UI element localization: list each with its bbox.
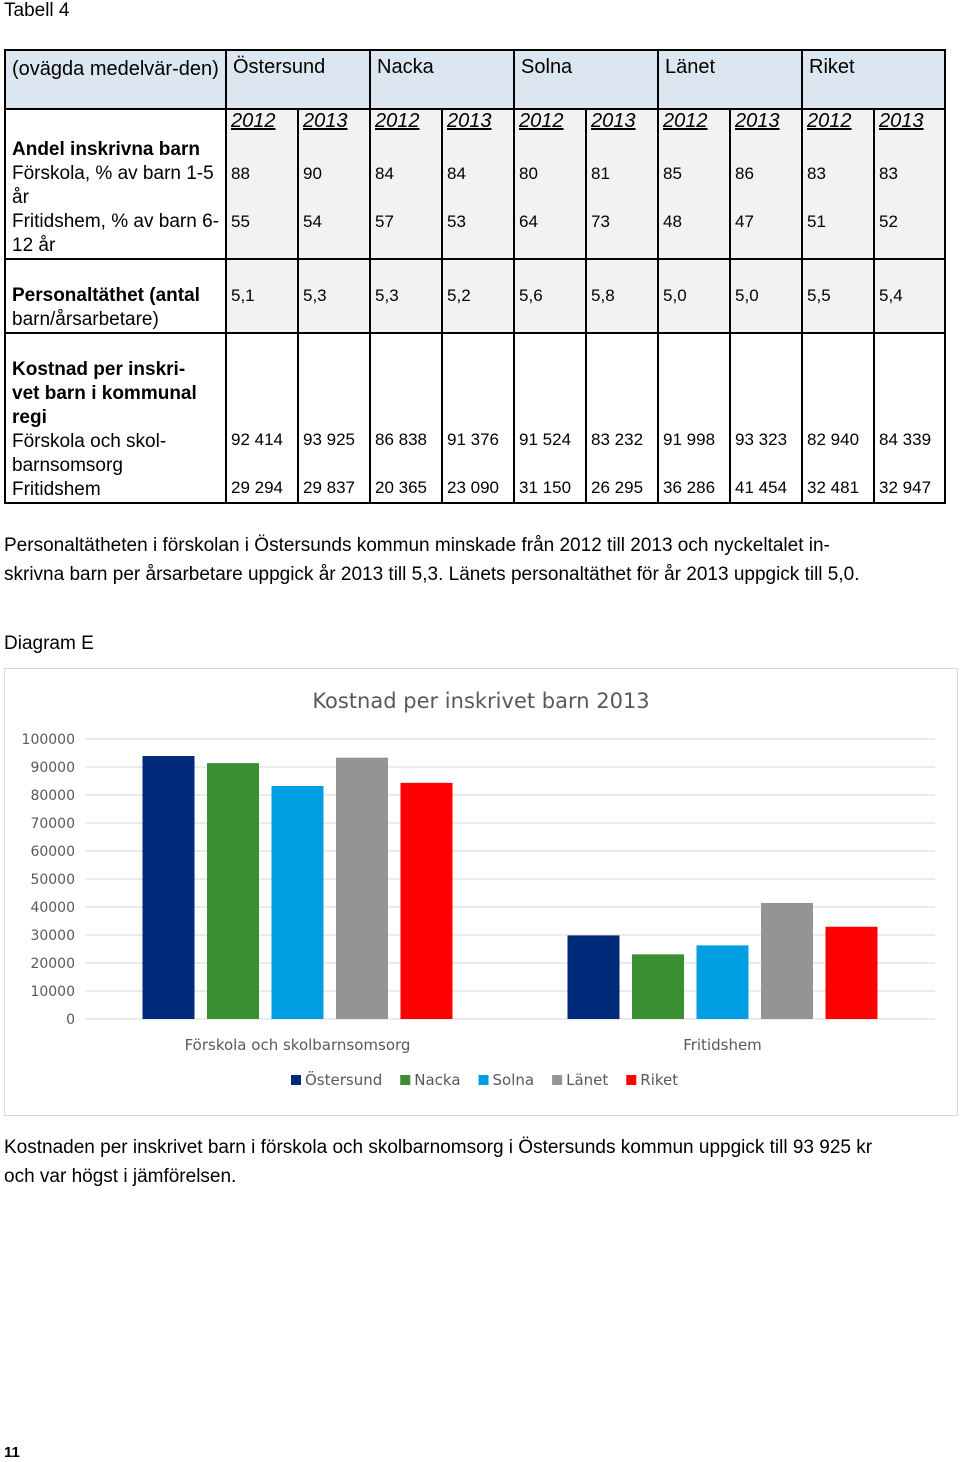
cell-value: 84	[447, 164, 466, 183]
row-label: Fritidshem	[12, 479, 101, 500]
row-label: Fritidshem, % av barn 6-12 år	[12, 211, 219, 256]
paragraph-kostnad	[4, 1133, 954, 1191]
chart-container	[4, 668, 958, 1116]
cell-value: 48	[663, 212, 682, 231]
cell-value: 5,0	[663, 286, 687, 305]
value-cell	[586, 333, 658, 503]
year-label: 2012	[519, 110, 564, 132]
section-personaltathet-row	[5, 259, 945, 333]
cell-value: 29 294	[231, 478, 283, 497]
value-cell	[874, 333, 945, 503]
cell-value: 5,1	[231, 286, 255, 305]
value-cell	[226, 333, 298, 503]
y-tick-label: 50000	[30, 872, 75, 888]
value-cell	[730, 333, 802, 503]
cell-value: 31 150	[519, 478, 572, 497]
value-cell	[658, 109, 730, 259]
year-label: 2013	[303, 110, 348, 132]
region-header	[370, 50, 514, 109]
paragraph-line: Kostnaden per inskrivet barn i förskola och skolbarnomsorg i Östersunds kommun uppgick till 93 925 kr	[4, 1137, 873, 1158]
cell-value: 83 232	[591, 430, 644, 449]
region-header-row	[5, 50, 945, 109]
value-cell	[442, 333, 514, 503]
value-cell	[370, 333, 442, 503]
legend-swatch	[291, 1075, 301, 1085]
y-tick-label: 0	[66, 1012, 75, 1028]
cell-value: 5,2	[447, 286, 471, 305]
region-header	[226, 50, 370, 109]
paragraph-personaltathet	[4, 531, 954, 589]
value-cell	[226, 259, 298, 333]
legend-label: Nacka	[414, 1071, 461, 1089]
bar	[272, 786, 324, 1019]
legend-swatch	[400, 1075, 410, 1085]
row-label: Förskola och skol-barnsomsorg	[12, 431, 167, 476]
cell-value: 36 286	[663, 478, 716, 497]
cell-value: 32 481	[807, 478, 860, 497]
value-cell	[298, 109, 370, 259]
cell-value: 55	[231, 212, 250, 231]
value-cell	[298, 333, 370, 503]
value-cell	[802, 109, 874, 259]
cell-value: 5,4	[879, 286, 903, 305]
cell-value: 64	[519, 212, 538, 231]
kostnad-label-cell	[5, 333, 226, 503]
data-table	[4, 49, 946, 504]
region-label: Nacka	[377, 56, 434, 78]
cell-value: 5,3	[303, 286, 327, 305]
cell-value: 5,3	[375, 286, 399, 305]
section-kostnad-row	[5, 333, 945, 503]
cell-value: 52	[879, 212, 898, 231]
cell-value: 81	[591, 164, 610, 183]
bar	[761, 903, 813, 1019]
year-label: 2013	[735, 110, 780, 132]
x-category-label: Fritidshem	[683, 1036, 762, 1054]
cell-value: 93 323	[735, 430, 788, 449]
cell-value: 32 947	[879, 478, 932, 497]
year-label: 2013	[879, 110, 924, 132]
cell-value: 5,5	[807, 286, 831, 305]
cell-value: 26 295	[591, 478, 644, 497]
y-tick-label: 90000	[30, 760, 75, 776]
cell-value: 23 090	[447, 478, 500, 497]
value-cell	[730, 109, 802, 259]
legend-label: Solna	[492, 1071, 535, 1089]
paragraph-line: skrivna barn per årsarbetare uppgick år 2013 till 5,3. Länets personaltäthet för år 2013 uppgick till 5,0.	[4, 564, 860, 585]
page-number: 11	[4, 1444, 20, 1461]
cell-value: 82 940	[807, 430, 860, 449]
value-cell	[658, 259, 730, 333]
value-cell	[586, 109, 658, 259]
cell-value: 20 365	[375, 478, 428, 497]
cell-value: 51	[807, 212, 826, 231]
cell-value: 5,6	[519, 286, 543, 305]
cell-value: 83	[879, 164, 898, 183]
cell-value: 83	[807, 164, 826, 183]
table-caption: Tabell 4	[4, 0, 70, 21]
corner-label: (ovägda medelvär-den)	[12, 58, 219, 80]
bar	[697, 945, 749, 1019]
bar	[143, 756, 195, 1019]
value-cell	[514, 109, 586, 259]
y-tick-label: 70000	[30, 816, 75, 832]
value-cell	[802, 259, 874, 333]
cell-value: 54	[303, 212, 322, 231]
legend-label: Länet	[566, 1071, 609, 1089]
value-cell	[514, 259, 586, 333]
region-label: Östersund	[233, 56, 326, 78]
cell-value: 84 339	[879, 430, 932, 449]
year-label: 2013	[591, 110, 636, 132]
andel-label-cell	[5, 109, 226, 259]
y-tick-label: 10000	[30, 984, 75, 1000]
y-tick-label: 20000	[30, 956, 75, 972]
cell-value: 86	[735, 164, 754, 183]
chart-title: Kostnad per inskrivet barn 2013	[312, 689, 650, 713]
value-cell	[442, 109, 514, 259]
y-tick-label: 30000	[30, 928, 75, 944]
value-cell	[658, 333, 730, 503]
bar	[632, 954, 684, 1019]
value-cell	[298, 259, 370, 333]
cell-value: 91 376	[447, 430, 500, 449]
paragraph-line: och var högst i jämförelsen.	[4, 1166, 237, 1187]
corner-cell	[5, 50, 226, 109]
value-cell	[730, 259, 802, 333]
legend-swatch	[479, 1075, 489, 1085]
value-cell	[370, 109, 442, 259]
y-tick-label: 60000	[30, 844, 75, 860]
cell-value: 84	[375, 164, 394, 183]
bar-chart	[5, 669, 957, 1115]
value-cell	[874, 109, 945, 259]
y-tick-label: 100000	[21, 732, 75, 748]
legend-swatch	[626, 1075, 636, 1085]
section-heading: Andel inskrivna barn	[12, 139, 200, 160]
cell-value: 90	[303, 164, 322, 183]
value-cell	[514, 333, 586, 503]
year-label: 2013	[447, 110, 492, 132]
cell-value: 91 524	[519, 430, 572, 449]
year-label: 2012	[807, 110, 852, 132]
bar	[826, 927, 878, 1019]
year-label: 2012	[375, 110, 420, 132]
region-label: Solna	[521, 56, 573, 78]
legend-label: Östersund	[305, 1071, 383, 1089]
row-label: Förskola, % av barn 1-5 år	[12, 163, 214, 208]
cell-value: 88	[231, 164, 250, 183]
section-andel-row	[5, 109, 945, 259]
y-tick-label: 40000	[30, 900, 75, 916]
paragraph-line: Personaltätheten i förskolan i Östersunds kommun minskade från 2012 till 2013 och nyckeltalet in-	[4, 535, 830, 556]
bar	[207, 763, 259, 1019]
cell-value: 5,8	[591, 286, 615, 305]
region-header	[658, 50, 802, 109]
section-heading-rest: barn/årsarbetare)	[12, 309, 159, 330]
section-heading: Kostnad per inskri-vet barn i kommunal regi	[12, 359, 197, 428]
region-header	[802, 50, 945, 109]
value-cell	[586, 259, 658, 333]
value-cell	[370, 259, 442, 333]
value-cell	[442, 259, 514, 333]
cell-value: 57	[375, 212, 394, 231]
diagram-caption: Diagram E	[4, 633, 94, 654]
cell-value: 93 925	[303, 430, 355, 449]
cell-value: 53	[447, 212, 466, 231]
region-label: Riket	[809, 56, 855, 78]
cell-value: 86 838	[375, 430, 428, 449]
x-category-label: Förskola och skolbarnsomsorg	[184, 1036, 411, 1054]
value-cell	[874, 259, 945, 333]
cell-value: 5,0	[735, 286, 759, 305]
cell-value: 80	[519, 164, 538, 183]
bar	[336, 758, 388, 1019]
value-cell	[802, 333, 874, 503]
region-label: Länet	[665, 56, 716, 78]
cell-value: 91 998	[663, 430, 716, 449]
cell-value: 73	[591, 212, 610, 231]
bar	[401, 783, 453, 1019]
cell-value: 47	[735, 212, 754, 231]
legend-swatch	[552, 1075, 562, 1085]
section-heading: Personaltäthet (antal	[12, 285, 200, 306]
year-label: 2012	[231, 110, 276, 132]
personaltathet-label-cell	[5, 259, 226, 333]
cell-value: 41 454	[735, 478, 788, 497]
cell-value: 92 414	[231, 430, 283, 449]
y-tick-label: 80000	[30, 788, 75, 804]
legend-label: Riket	[640, 1071, 679, 1089]
cell-value: 85	[663, 164, 682, 183]
cell-value: 29 837	[303, 478, 355, 497]
bar	[568, 935, 620, 1019]
region-header	[514, 50, 658, 109]
value-cell	[226, 109, 298, 259]
year-label: 2012	[663, 110, 708, 132]
